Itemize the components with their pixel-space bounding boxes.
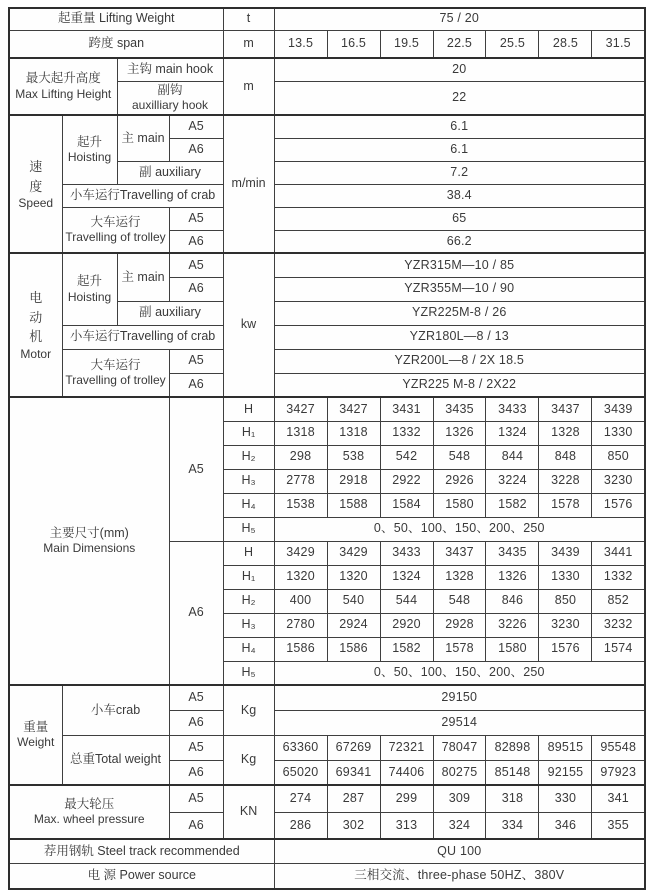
grade-cell: A5 bbox=[169, 735, 223, 760]
dim-label-h4: H₄ bbox=[223, 493, 274, 517]
motor-crab-label: 小车运行Travelling of crab bbox=[62, 325, 223, 349]
value-cell: 3232 bbox=[592, 613, 645, 637]
dim-label-h: H bbox=[223, 541, 274, 565]
value-cell: 2780 bbox=[274, 613, 327, 637]
weight-total-label: 总重Total weight bbox=[62, 735, 169, 785]
unit-cell: KN bbox=[223, 785, 274, 839]
aux-hook-value: 22 bbox=[274, 81, 645, 115]
row-main-hook bbox=[9, 58, 645, 81]
value-cell: 3435 bbox=[486, 541, 539, 565]
value-cell: 1576 bbox=[539, 637, 592, 661]
value-cell: 1582 bbox=[486, 493, 539, 517]
grade-cell: A5 bbox=[169, 685, 223, 710]
value-cell: 346 bbox=[539, 812, 592, 839]
value-cell: 1324 bbox=[486, 421, 539, 445]
power-source-label: 电 源 Power source bbox=[9, 863, 274, 889]
power-source-value: 三相交流、three-phase 50HZ、380V bbox=[274, 863, 645, 889]
dim-a5-h5-value: 0、50、100、150、200、250 bbox=[274, 517, 645, 541]
value-cell: 287 bbox=[327, 785, 380, 812]
weight-crab-label: 小车crab bbox=[62, 685, 169, 735]
motor-crab-value: YZR180L—8 / 13 bbox=[274, 325, 645, 349]
row-speed-crab bbox=[9, 184, 645, 207]
value-cell: 1574 bbox=[592, 637, 645, 661]
value-cell: 846 bbox=[486, 589, 539, 613]
value-cell: 72321 bbox=[380, 735, 433, 760]
value-cell: 341 bbox=[592, 785, 645, 812]
motor-trolley-label bbox=[62, 349, 169, 397]
value-cell: 2928 bbox=[433, 613, 486, 637]
main-hook-label: 主钩 main hook bbox=[117, 58, 223, 81]
grade-cell: A5 bbox=[169, 397, 223, 541]
aux-hook-label bbox=[117, 81, 223, 115]
dim-label-h2: H₂ bbox=[223, 589, 274, 613]
weight-crab-a5-value: 29150 bbox=[274, 685, 645, 710]
value-cell: 1330 bbox=[539, 565, 592, 589]
value-cell: 3427 bbox=[274, 397, 327, 421]
speed-main-label: 主 main bbox=[117, 115, 169, 161]
motor-hoisting-label-en: Hoisting bbox=[67, 289, 112, 304]
value-cell: 3429 bbox=[274, 541, 327, 565]
speed-label bbox=[9, 115, 62, 253]
speed-trolley-label-en: Travelling of trolley bbox=[65, 230, 166, 245]
value-cell: 3439 bbox=[592, 397, 645, 421]
value-cell: 1578 bbox=[433, 637, 486, 661]
row-span bbox=[9, 30, 645, 58]
motor-trolley-label-en: Travelling of trolley bbox=[65, 373, 166, 388]
lifting-weight-value: 75 / 20 bbox=[274, 8, 645, 30]
value-cell: 13.5 bbox=[274, 30, 327, 58]
grade-cell: A5 bbox=[169, 253, 223, 277]
value-cell: 97923 bbox=[592, 760, 645, 785]
wheel-pressure-label-en: Max. wheel pressure bbox=[33, 812, 145, 827]
value-cell: 302 bbox=[327, 812, 380, 839]
span-label: 跨度 span bbox=[9, 30, 223, 58]
value-cell: 78047 bbox=[433, 735, 486, 760]
speed-auxiliary-label: 副 auxiliary bbox=[117, 161, 223, 184]
value-cell: 538 bbox=[327, 445, 380, 469]
value-cell: 548 bbox=[433, 589, 486, 613]
unit-cell: Kg bbox=[223, 685, 274, 735]
weight-crab-a6-value: 29514 bbox=[274, 710, 645, 735]
value-cell: 63360 bbox=[274, 735, 327, 760]
speed-hoisting-label-zh: 起升 bbox=[76, 134, 102, 149]
row-power-source bbox=[9, 863, 645, 889]
value-cell: 298 bbox=[274, 445, 327, 469]
grade-cell: A6 bbox=[169, 541, 223, 685]
value-cell: 82898 bbox=[486, 735, 539, 760]
value-cell: 95548 bbox=[592, 735, 645, 760]
row-motor-trolley-a5 bbox=[9, 349, 645, 373]
value-cell: 1580 bbox=[433, 493, 486, 517]
motor-label bbox=[9, 253, 62, 397]
value-cell: 1332 bbox=[592, 565, 645, 589]
max-height-label bbox=[9, 58, 117, 115]
value-cell: 309 bbox=[433, 785, 486, 812]
value-cell: 850 bbox=[592, 445, 645, 469]
row-weight-crab-a5 bbox=[9, 685, 645, 710]
value-cell: 1318 bbox=[274, 421, 327, 445]
value-cell: 355 bbox=[592, 812, 645, 839]
value-cell: 3437 bbox=[539, 397, 592, 421]
value-cell: 544 bbox=[380, 589, 433, 613]
speed-hoisting-label-en: Hoisting bbox=[67, 150, 112, 165]
grade-cell: A6 bbox=[169, 373, 223, 397]
value-cell: 1330 bbox=[592, 421, 645, 445]
row-lifting-weight bbox=[9, 8, 645, 30]
value-cell: 318 bbox=[486, 785, 539, 812]
motor-trolley-a6-value: YZR225 M-8 / 2X22 bbox=[274, 373, 645, 397]
dimensions-label-en: Main Dimensions bbox=[43, 541, 136, 556]
grade-cell: A6 bbox=[169, 812, 223, 839]
row-dim-a5-h bbox=[9, 397, 645, 421]
dim-label-h2: H₂ bbox=[223, 445, 274, 469]
value-cell: 2920 bbox=[380, 613, 433, 637]
value-cell: 3228 bbox=[539, 469, 592, 493]
value-cell: 540 bbox=[327, 589, 380, 613]
unit-cell: m bbox=[223, 58, 274, 115]
value-cell: 313 bbox=[380, 812, 433, 839]
value-cell: 1582 bbox=[380, 637, 433, 661]
lifting-weight-label: 起重量 Lifting Weight bbox=[9, 8, 223, 30]
speed-label-en: Speed bbox=[18, 196, 54, 211]
dim-label-h4: H₄ bbox=[223, 637, 274, 661]
value-cell: 89515 bbox=[539, 735, 592, 760]
motor-trolley-a5-value: YZR200L—8 / 2X 18.5 bbox=[274, 349, 645, 373]
crane-spec-table bbox=[8, 7, 646, 890]
speed-main-a6-value: 6.1 bbox=[274, 138, 645, 161]
value-cell: 1580 bbox=[486, 637, 539, 661]
speed-trolley-label-zh: 大车运行 bbox=[90, 214, 141, 229]
motor-auxiliary-label: 副 auxiliary bbox=[117, 301, 223, 325]
value-cell: 1584 bbox=[380, 493, 433, 517]
value-cell: 3433 bbox=[380, 541, 433, 565]
speed-crab-label: 小车运行Travelling of crab bbox=[62, 184, 223, 207]
motor-trolley-label-zh: 大车运行 bbox=[90, 357, 141, 372]
weight-label-zh: 重量 bbox=[23, 719, 49, 734]
speed-label-zh: 速度 bbox=[29, 159, 43, 194]
value-cell: 850 bbox=[539, 589, 592, 613]
unit-cell: m/min bbox=[223, 115, 274, 253]
dim-label-h1: H₁ bbox=[223, 565, 274, 589]
main-hook-value: 20 bbox=[274, 58, 645, 81]
unit-cell: Kg bbox=[223, 735, 274, 785]
value-cell: 852 bbox=[592, 589, 645, 613]
value-cell: 548 bbox=[433, 445, 486, 469]
row-wheel-pressure-a5 bbox=[9, 785, 645, 812]
value-cell: 3226 bbox=[486, 613, 539, 637]
value-cell: 80275 bbox=[433, 760, 486, 785]
value-cell: 3230 bbox=[539, 613, 592, 637]
max-height-label-zh: 最大起升高度 bbox=[25, 71, 101, 86]
value-cell: 2924 bbox=[327, 613, 380, 637]
value-cell: 3433 bbox=[486, 397, 539, 421]
grade-cell: A6 bbox=[169, 760, 223, 785]
value-cell: 844 bbox=[486, 445, 539, 469]
value-cell: 1324 bbox=[380, 565, 433, 589]
speed-trolley-a6-value: 66.2 bbox=[274, 230, 645, 253]
value-cell: 542 bbox=[380, 445, 433, 469]
unit-cell: m bbox=[223, 30, 274, 58]
dim-label-h5: H₅ bbox=[223, 517, 274, 541]
dim-label-h3: H₃ bbox=[223, 469, 274, 493]
value-cell: 299 bbox=[380, 785, 433, 812]
value-cell: 1588 bbox=[327, 493, 380, 517]
speed-auxiliary-value: 7.2 bbox=[274, 161, 645, 184]
weight-label bbox=[9, 685, 62, 785]
speed-main-a5-value: 6.1 bbox=[274, 115, 645, 138]
grade-cell: A5 bbox=[169, 349, 223, 373]
value-cell: 324 bbox=[433, 812, 486, 839]
value-cell: 330 bbox=[539, 785, 592, 812]
value-cell: 16.5 bbox=[327, 30, 380, 58]
row-speed-trolley-a5 bbox=[9, 207, 645, 230]
value-cell: 25.5 bbox=[486, 30, 539, 58]
grade-cell: A6 bbox=[169, 138, 223, 161]
steel-track-value: QU 100 bbox=[274, 839, 645, 863]
value-cell: 2926 bbox=[433, 469, 486, 493]
value-cell: 3435 bbox=[433, 397, 486, 421]
grade-cell: A5 bbox=[169, 785, 223, 812]
value-cell: 1538 bbox=[274, 493, 327, 517]
value-cell: 2918 bbox=[327, 469, 380, 493]
value-cell: 3441 bbox=[592, 541, 645, 565]
motor-label-zh: 电动机 bbox=[29, 290, 43, 345]
value-cell: 1320 bbox=[274, 565, 327, 589]
speed-trolley-a5-value: 65 bbox=[274, 207, 645, 230]
value-cell: 400 bbox=[274, 589, 327, 613]
value-cell: 274 bbox=[274, 785, 327, 812]
row-steel-track bbox=[9, 839, 645, 863]
motor-main-a5-value: YZR315M—10 / 85 bbox=[274, 253, 645, 277]
value-cell: 3437 bbox=[433, 541, 486, 565]
motor-main-label: 主 main bbox=[117, 253, 169, 301]
value-cell: 1328 bbox=[433, 565, 486, 589]
value-cell: 19.5 bbox=[380, 30, 433, 58]
value-cell: 67269 bbox=[327, 735, 380, 760]
speed-crab-value: 38.4 bbox=[274, 184, 645, 207]
grade-cell: A6 bbox=[169, 710, 223, 735]
dimensions-label-zh: 主要尺寸(mm) bbox=[49, 525, 129, 540]
value-cell: 2778 bbox=[274, 469, 327, 493]
value-cell: 85148 bbox=[486, 760, 539, 785]
unit-cell: t bbox=[223, 8, 274, 30]
motor-label-en: Motor bbox=[20, 346, 52, 361]
value-cell: 92155 bbox=[539, 760, 592, 785]
grade-cell: A6 bbox=[169, 277, 223, 301]
speed-trolley-label bbox=[62, 207, 169, 253]
row-weight-total-a5 bbox=[9, 735, 645, 760]
row-motor-main-a5 bbox=[9, 253, 645, 277]
value-cell: 3431 bbox=[380, 397, 433, 421]
dimensions-label bbox=[9, 397, 169, 685]
wheel-pressure-label-zh: 最大轮压 bbox=[64, 796, 115, 811]
aux-hook-label-en: auxilliary hook bbox=[132, 98, 209, 113]
value-cell: 31.5 bbox=[592, 30, 645, 58]
wheel-pressure-label bbox=[9, 785, 169, 839]
row-motor-crab bbox=[9, 325, 645, 349]
value-cell: 334 bbox=[486, 812, 539, 839]
value-cell: 1328 bbox=[539, 421, 592, 445]
value-cell: 3439 bbox=[539, 541, 592, 565]
value-cell: 1326 bbox=[486, 565, 539, 589]
value-cell: 3427 bbox=[327, 397, 380, 421]
dim-label-h3: H₃ bbox=[223, 613, 274, 637]
motor-auxiliary-value: YZR225M-8 / 26 bbox=[274, 301, 645, 325]
weight-label-en: Weight bbox=[17, 735, 55, 750]
value-cell: 3429 bbox=[327, 541, 380, 565]
value-cell: 1320 bbox=[327, 565, 380, 589]
dim-label-h: H bbox=[223, 397, 274, 421]
motor-hoisting-label-zh: 起升 bbox=[76, 274, 102, 289]
aux-hook-label-zh: 副钩 bbox=[157, 82, 183, 97]
value-cell: 286 bbox=[274, 812, 327, 839]
dim-label-h5: H₅ bbox=[223, 661, 274, 685]
value-cell: 3224 bbox=[486, 469, 539, 493]
dim-a6-h5-value: 0、50、100、150、200、250 bbox=[274, 661, 645, 685]
value-cell: 28.5 bbox=[539, 30, 592, 58]
value-cell: 1586 bbox=[327, 637, 380, 661]
value-cell: 1326 bbox=[433, 421, 486, 445]
dim-label-h1: H₁ bbox=[223, 421, 274, 445]
value-cell: 1318 bbox=[327, 421, 380, 445]
value-cell: 1332 bbox=[380, 421, 433, 445]
motor-main-a6-value: YZR355M—10 / 90 bbox=[274, 277, 645, 301]
value-cell: 2922 bbox=[380, 469, 433, 493]
value-cell: 3230 bbox=[592, 469, 645, 493]
grade-cell: A5 bbox=[169, 115, 223, 138]
grade-cell: A5 bbox=[169, 207, 223, 230]
row-speed-main-a5 bbox=[9, 115, 645, 138]
grade-cell: A6 bbox=[169, 230, 223, 253]
value-cell: 22.5 bbox=[433, 30, 486, 58]
value-cell: 848 bbox=[539, 445, 592, 469]
unit-cell: kw bbox=[223, 253, 274, 397]
value-cell: 65020 bbox=[274, 760, 327, 785]
steel-track-label: 荐用钢轨 Steel track recommended bbox=[9, 839, 274, 863]
value-cell: 1576 bbox=[592, 493, 645, 517]
value-cell: 69341 bbox=[327, 760, 380, 785]
motor-hoisting-label bbox=[62, 253, 117, 325]
speed-hoisting-label bbox=[62, 115, 117, 184]
max-height-label-en: Max Lifting Height bbox=[15, 86, 112, 101]
value-cell: 1578 bbox=[539, 493, 592, 517]
value-cell: 1586 bbox=[274, 637, 327, 661]
value-cell: 74406 bbox=[380, 760, 433, 785]
